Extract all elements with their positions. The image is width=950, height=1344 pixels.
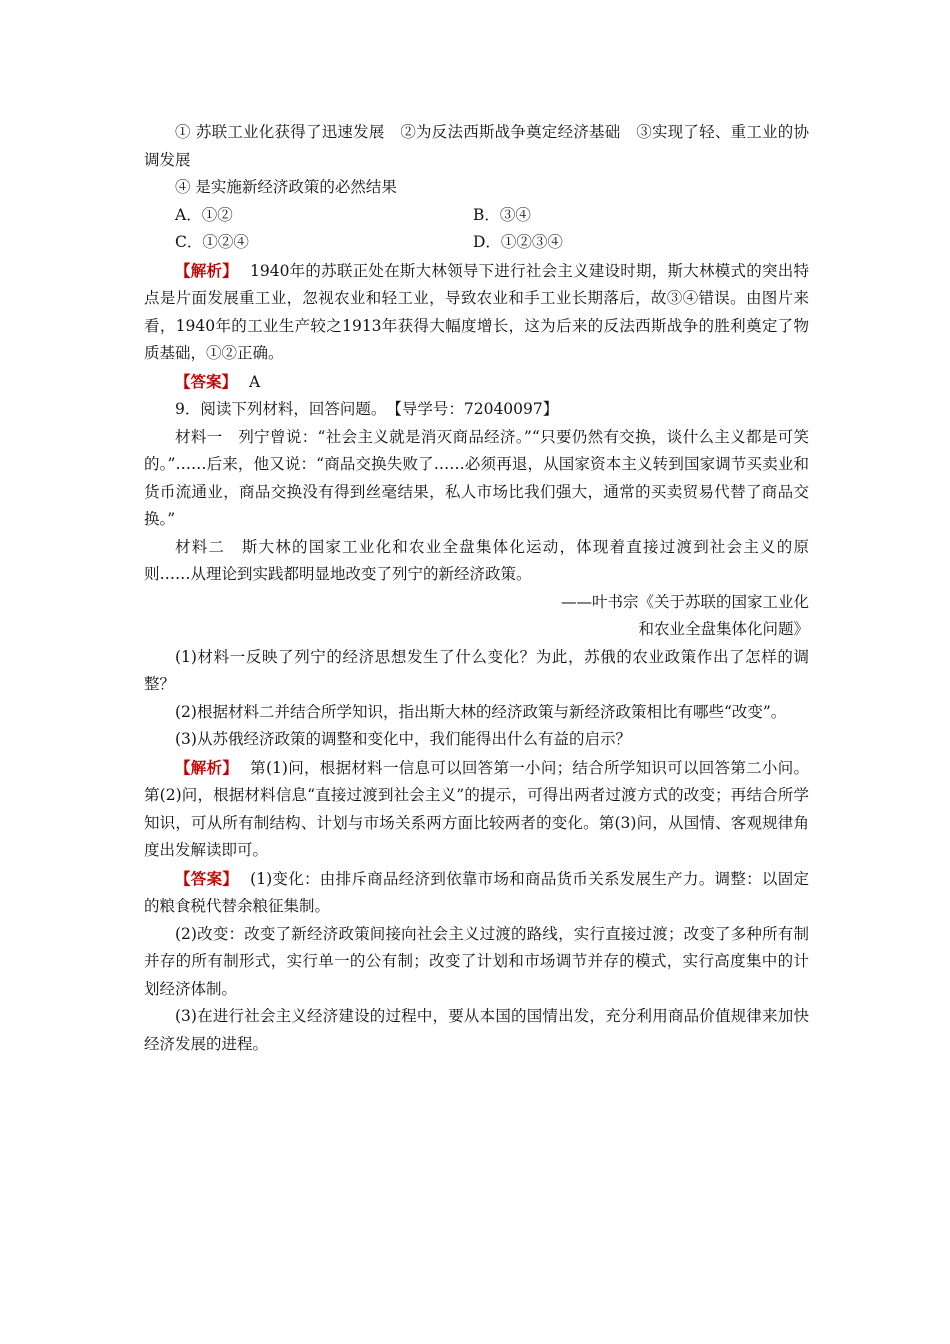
q8-option-d: D．①②③④ <box>473 233 563 251</box>
document-content <box>144 119 809 1058</box>
q9-subquestion-1: (1)材料一反映了列宁的经济思想发生了什么变化？为此，苏俄的农业政策作出了怎样的调整？ <box>144 647 809 693</box>
q9-subquestion-2: (2)根据材料二并结合所学知识，指出斯大林的经济政策与新经济政策相比有哪些“改变”。 <box>175 702 787 721</box>
q8-analysis <box>144 257 809 368</box>
q9-source-line-1: ——叶书宗《关于苏联的国家工业化 <box>560 592 809 611</box>
q9-stem: 9．阅读下列材料，回答问题。 【导学号：72040097】 <box>175 400 559 418</box>
q8-answer-text: A <box>249 372 261 391</box>
q8-option-b: B．③④ <box>473 205 531 224</box>
q8-statements-2: ④ 是实施新经济政策的必然结果 <box>175 178 397 196</box>
q8-answer-label: 【答案】 <box>175 371 238 391</box>
q9-source-line-2: 和农业全盘集体化问题》 <box>638 620 809 638</box>
q9-analysis <box>144 754 809 865</box>
q8-answer <box>144 368 809 397</box>
q9-answer-2: (2)改变：改变了新经济政策间接向社会主义过渡的路线，实行直接过渡；改变了多种所有制并存的所有制形式，实行单一的公有制；改变了计划和市场调节并存的模式，实行高度集中的计划经济体制。 <box>144 924 809 998</box>
q9-subquestion-3: (3)从苏俄经济政策的调整和变化中，我们能得出什么有益的启示？ <box>175 730 631 748</box>
q8-statements-1: ① 苏联工业化获得了迅速发展 ②为反法西斯战争奠定经济基础 ③实现了轻、重工业的协调发展 <box>144 123 809 169</box>
q8-option-a: A．①② <box>175 205 233 224</box>
q8-options-row-2 <box>175 229 809 257</box>
q9-answer-label: 【答案】 <box>175 868 239 888</box>
q8-analysis-label: 【解析】 <box>175 260 238 280</box>
q8-analysis-text: 1940年的苏联正处在斯大林领导下进行社会主义建设时期，斯大林模式的突出特点是片面发展重工业，忽视农业和轻工业，导致农业和手工业长期落后，故③④错误。由图片来看，1940年的工业生产较之1913年获得大幅度增长，这为后来的反法西斯战争的胜利奠定了物质基础，①②正确。 <box>144 261 809 362</box>
q9-analysis-label: 【解析】 <box>175 757 239 777</box>
q9-answer-1-text: (1)变化：由排斥商品经济到依靠市场和商品货币关系发展生产力。调整：以固定的粮食税代替余粮征集制。 <box>144 869 809 915</box>
q9-answer-3: (3)在进行社会主义经济建设的过程中，要从本国的国情出发，充分利用商品价值规律来加快经济发展的进程。 <box>144 1007 809 1053</box>
q9-material-2: 材料二 斯大林的国家工业化和农业全盘集体化运动，体现着直接过渡到社会主义的原则……从理论到实践都明显地改变了列宁的新经济政策。 <box>144 537 809 583</box>
q8-options-row-1 <box>175 202 809 230</box>
q9-answer-1 <box>144 865 809 921</box>
q9-material-1: 材料一 列宁曾说：“社会主义就是消灭商品经济。”“只要仍然有交换，谈什么主义都是可笑的。”……后来，他又说：“商品交换失败了……必须再退，从国家资本主义转到国家调节买卖业和货币流通业，商品交换没有得到丝毫结果，私人市场比我们强大，通常的买卖贸易代替了商品交换。” <box>144 427 809 528</box>
q9-analysis-text: 第(1)问，根据材料一信息可以回答第一小问；结合所学知识可以回答第二小问。第(2)问，根据材料信息“直接过渡到社会主义”的提示，可得出两者过渡方式的改变；再结合所学知识，可从所有制结构、计划与市场关系两方面比较两者的变化。第(3)问，从国情、客观规律角度出发解读即可。 <box>144 758 809 859</box>
q8-option-c: C．①②④ <box>175 233 249 251</box>
